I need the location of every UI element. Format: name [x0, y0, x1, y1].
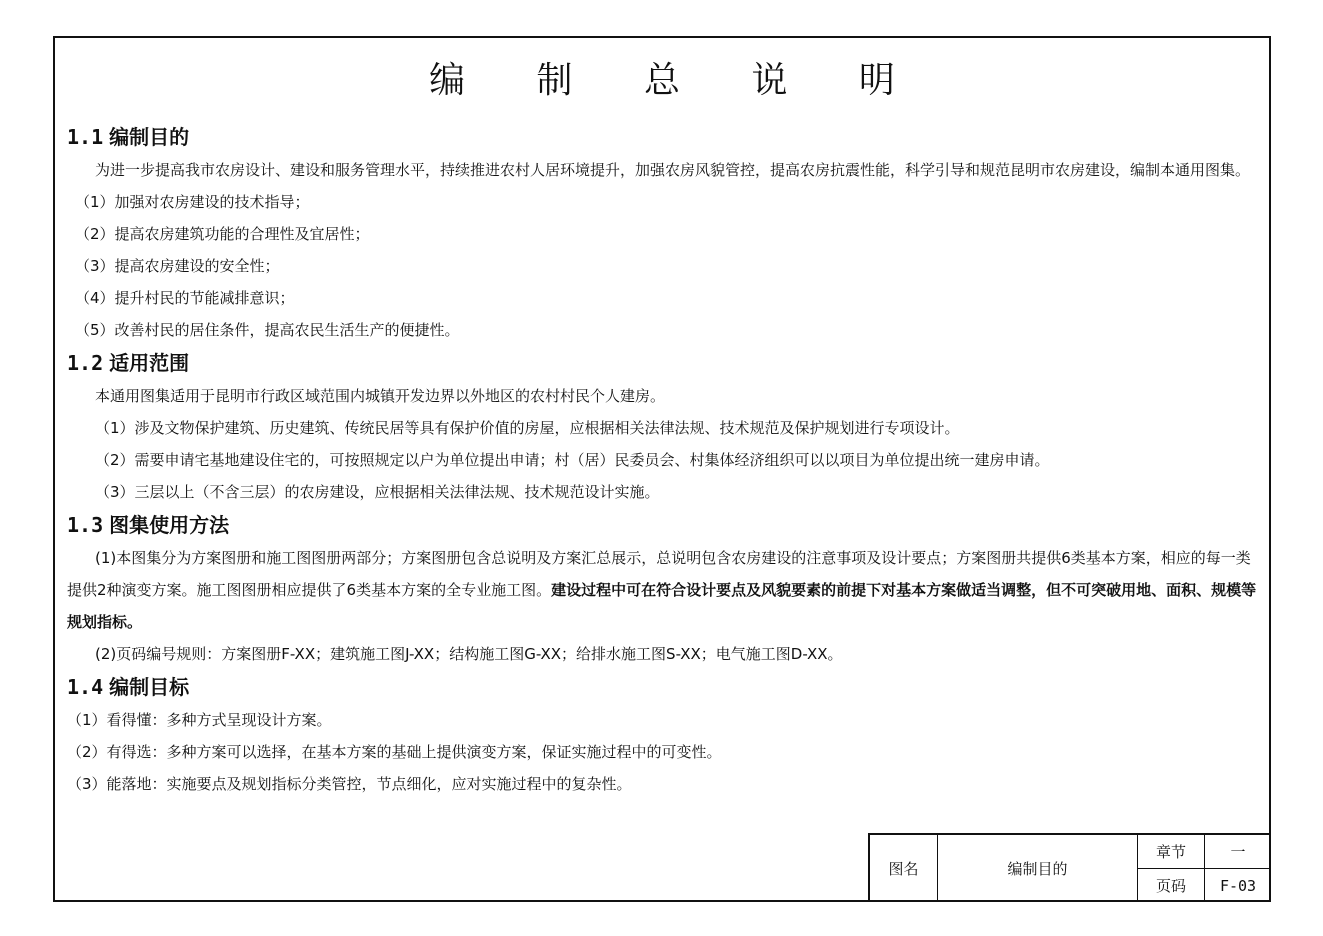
- list-item: （3）提高农房建设的安全性；: [75, 257, 280, 275]
- titleblock-name-value: 编制目的: [1007, 860, 1068, 878]
- content: [67, 120, 1257, 800]
- titleblock-chapter-value: 一: [1230, 843, 1246, 861]
- section-heading-1-4: 1.4 编制目标: [67, 675, 190, 699]
- titleblock-page-value: F-03: [1219, 876, 1257, 895]
- list-item: （3）能落地：实施要点及规划指标分类管控，节点细化，应对实施过程中的复杂性。: [67, 775, 632, 793]
- list-item: （2）有得选：多种方案可以选择，在基本方案的基础上提供演变方案，保证实施过程中的可变性。: [67, 743, 722, 761]
- list-item: （3）三层以上（不含三层）的农房建设，应根据相关法律法规、技术规范设计实施。: [95, 483, 660, 501]
- list-item: （2）提高农房建筑功能的合理性及宜居性；: [75, 225, 370, 243]
- drawing-frame: [53, 36, 1271, 902]
- titleblock-page-label: 页码: [1155, 877, 1186, 895]
- page-title: 编 制 总 说 明: [429, 60, 925, 101]
- list-item: （1）加强对农房建设的技术指导；: [75, 193, 310, 211]
- list-item: （2）需要申请宅基地建设住宅的，可按照规定以户为单位提出申请；村（居）民委员会、村集体经济组织可以以项目为单位提出统一建房申请。: [95, 451, 1050, 469]
- section-heading-1-3: 1.3 图集使用方法: [67, 513, 230, 537]
- paragraph: (2)页码编号规则：方案图册F-XX；建筑施工图J-XX；结构施工图G-XX；给排水施工图S-XX；电气施工图D-XX。: [95, 645, 843, 663]
- bold-note: 建设过程中可在符合设计要点及风貌要素的前提下对基本方案做适当调整，但不可突破用地、面积、规模等规划指标。: [67, 581, 1257, 631]
- list-item: （1）看得懂：多种方式呈现设计方案。: [67, 711, 332, 729]
- paragraph: 为进一步提高我市农房设计、建设和服务管理水平，持续推进农村人居环境提升，加强农房风貌管控，提高农房抗震性能，科学引导和规范昆明市农房建设，编制本通用图集。: [95, 161, 1251, 179]
- paragraph: (1)本图集分为方案图册和施工图图册两部分；方案图册包含总说明及方案汇总展示，总说明包含农房建设的注意事项及设计要点；方案图册共提供6类基本方案，相应的每一类提供2种演变方案。施工图图册相应提供了6类基本方案的全专业施工图。建设过程中可在符合设计要点及风貌要素的前提下对基本方案做适当调整，但不可突破用地、面积、规模等规划指标。: [67, 549, 1257, 631]
- list-item: （4）提升村民的节能减排意识；: [75, 289, 295, 307]
- section-heading-1-1: 1.1 编制目的: [67, 125, 190, 149]
- titleblock-chapter-label: 章节: [1155, 843, 1186, 861]
- paragraph: 本通用图集适用于昆明市行政区域范围内城镇开发边界以外地区的农村村民个人建房。: [95, 387, 666, 405]
- list-item: （5）改善村民的居住条件，提高农民生活生产的便捷性。: [75, 321, 460, 339]
- title-block: [868, 833, 1271, 902]
- section-heading-1-2: 1.2 适用范围: [67, 351, 190, 375]
- titleblock-name-label: 图名: [888, 860, 919, 878]
- list-item: （1）涉及文物保护建筑、历史建筑、传统民居等具有保护价值的房屋，应根据相关法律法规、技术规范及保护规划进行专项设计。: [95, 419, 960, 437]
